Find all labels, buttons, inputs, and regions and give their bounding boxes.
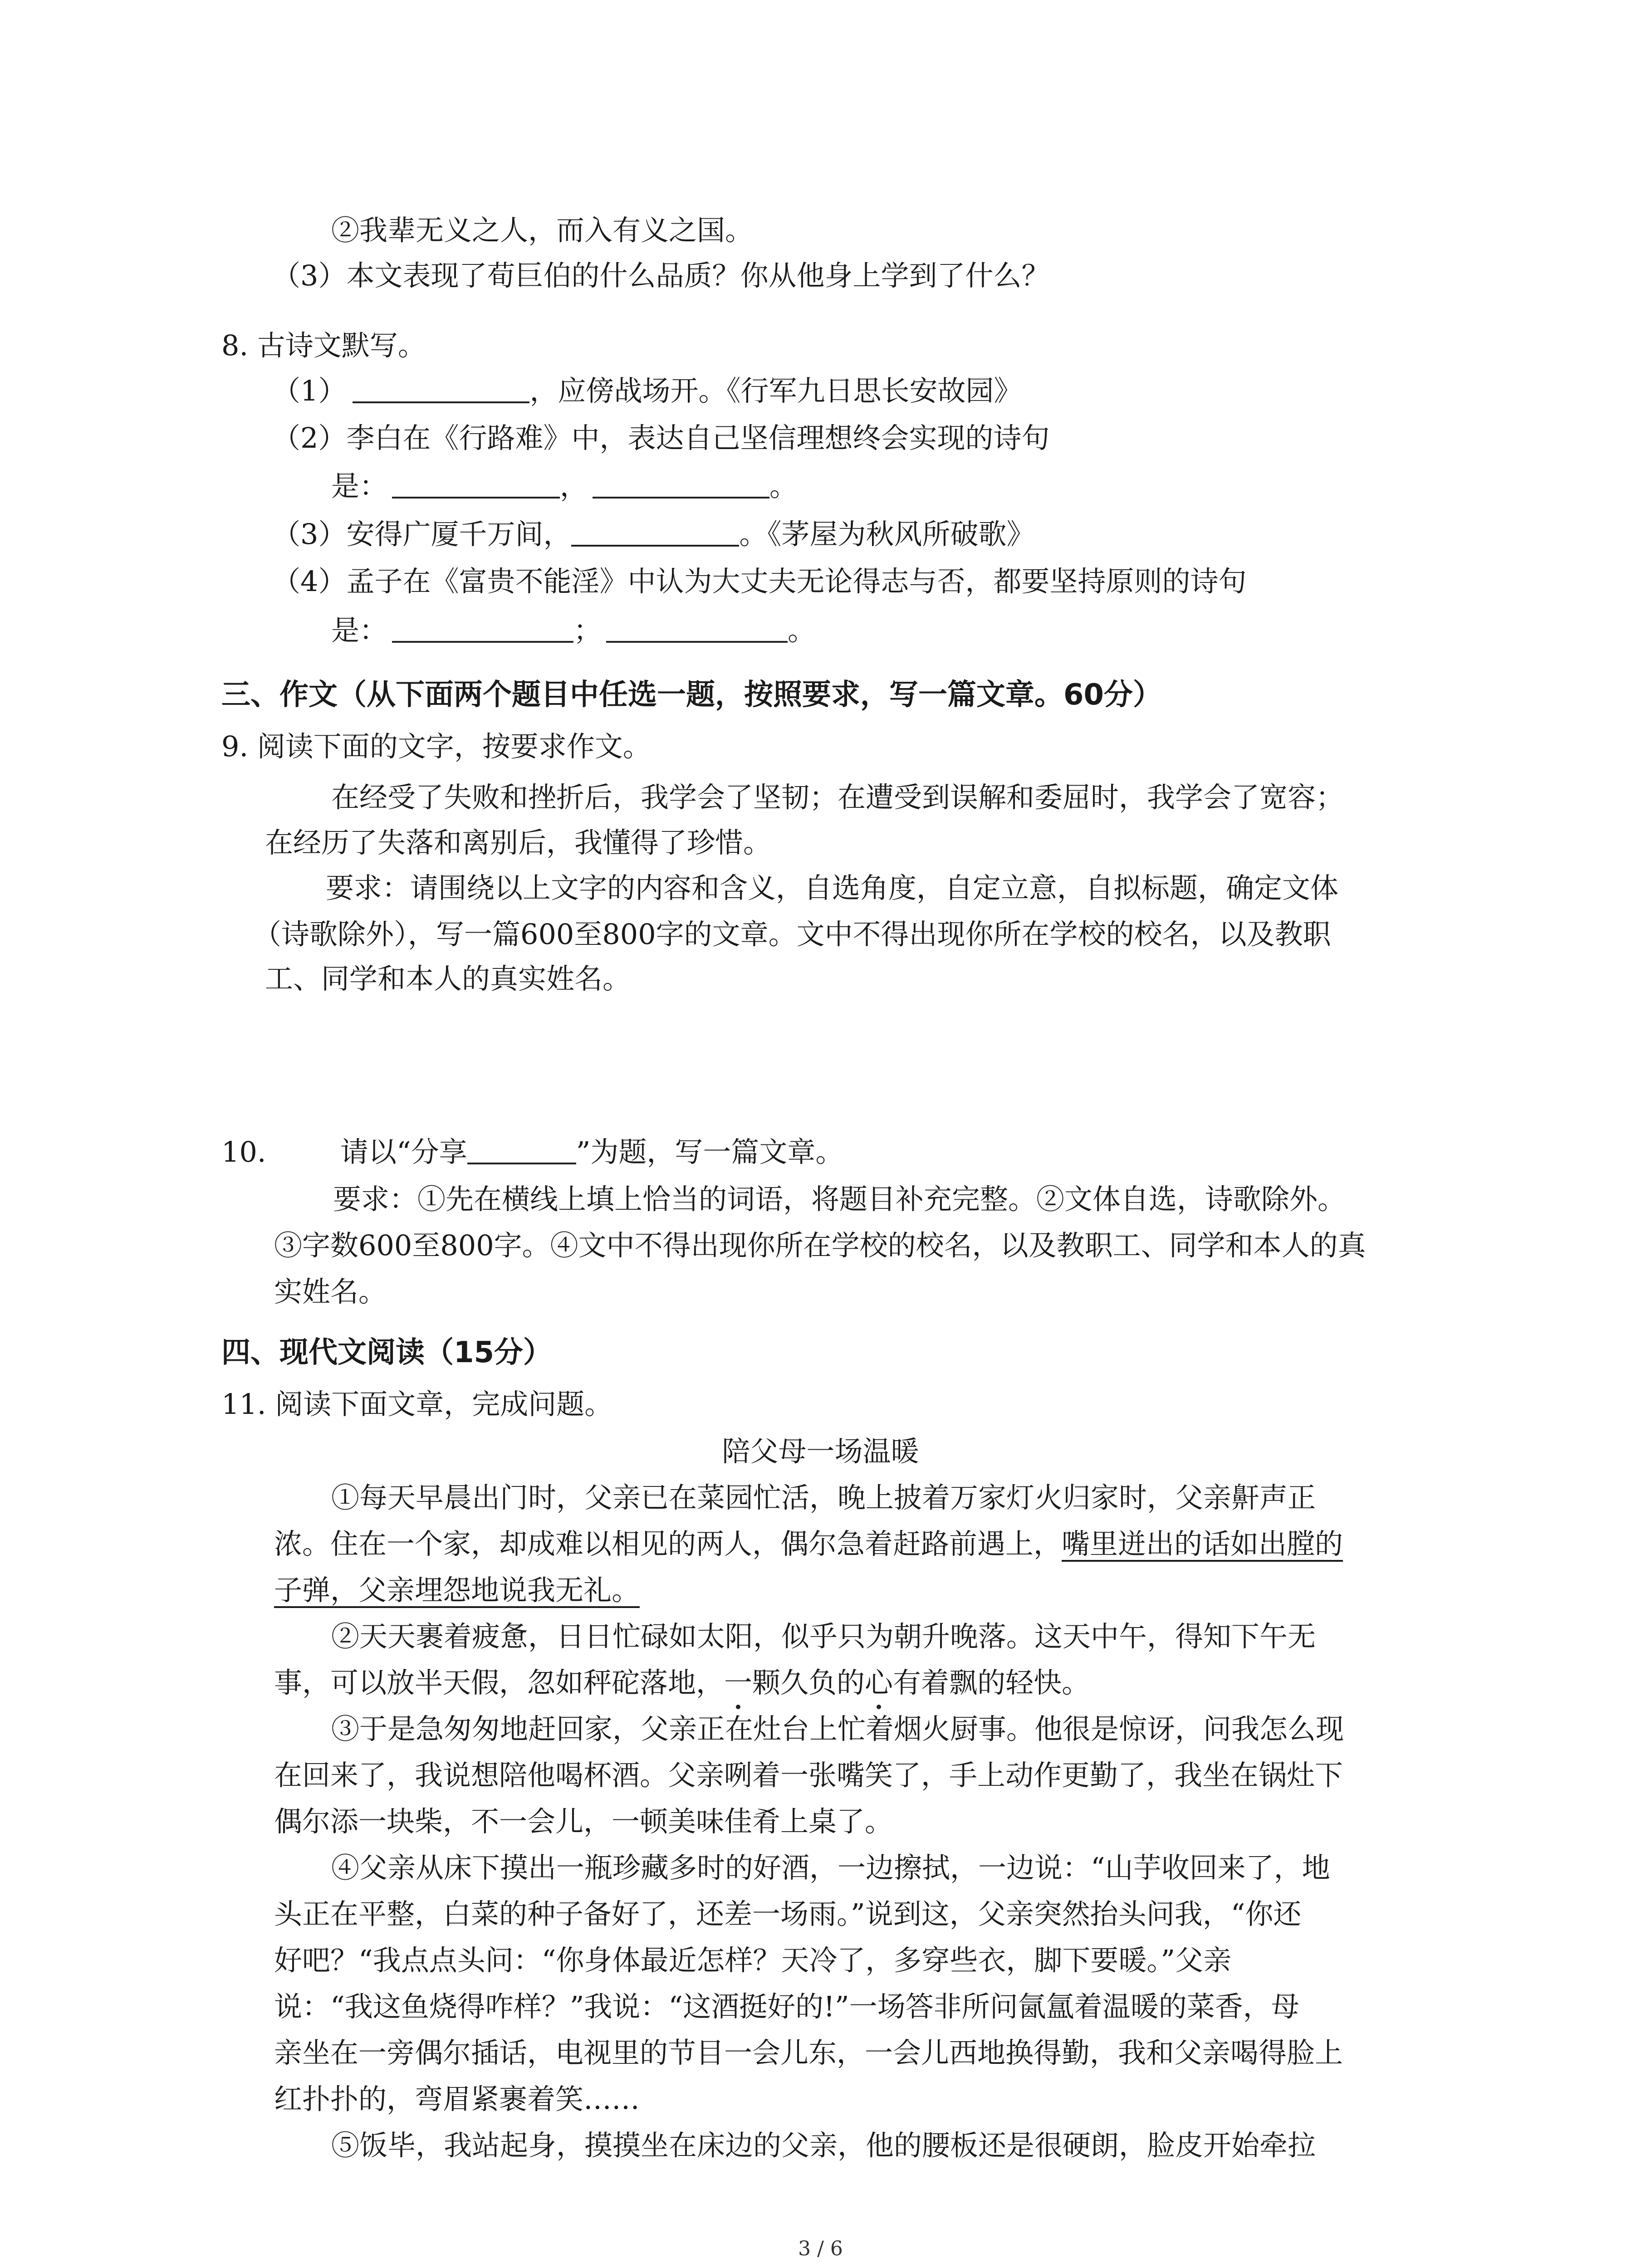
paragraph-5-line-1: ⑤饭毕，我站起身，摸摸坐在床边的父亲，他的腰板还是很硬朗，脸皮开始牵拉 [331, 2129, 1316, 2162]
paragraph-1-line-2 [274, 1526, 1343, 1562]
paragraph-4-line-4: 说：“我这鱼烧得咋样？”我说：“这酒挺好的!”一场答非所问氤氲着温暖的菜香，母 [274, 1990, 1299, 2023]
fill-in-blank[interactable] [593, 471, 769, 499]
fill-in-blank[interactable] [571, 519, 739, 547]
paragraph-3-line-1: ③于是急匆匆地赶回家，父亲正在灶台上忙着烟火厨事。他很是惊讶，问我怎么现 [331, 1712, 1344, 1745]
section-3-heading: 三、作文（从下面两个题目中任选一题，按照要求，写一篇文章。60分） [221, 678, 1162, 712]
emphasis-dotted-char: 心 [865, 1665, 893, 1701]
q11-title: 11. 阅读下面文章，完成问题。 [221, 1388, 613, 1421]
paragraph-1-line-1: ①每天早晨出门时，父亲已在菜园忙活，晚上披着万家灯火归家时，父亲鼾声正 [331, 1481, 1316, 1514]
fill-in-blank[interactable] [606, 616, 788, 643]
q7-sub-question-3: （3）本文表现了荀巨伯的什么品质？你从他身上学到了什么？ [272, 259, 1050, 292]
q9-text-line-2: 在经历了失落和离别后，我懂得了珍惜。 [265, 826, 772, 859]
q8-sub-3 [272, 516, 1034, 552]
period: 。 [788, 614, 816, 647]
underlined-sentence-end: 子弹，父亲埋怨地说我无礼。 [274, 1574, 640, 1607]
q8-sub-4-line-2 [331, 612, 816, 649]
q8-sub-1 [272, 373, 1022, 409]
emphasis-dotted-char: 一 [724, 1665, 752, 1701]
fill-in-blank[interactable] [353, 376, 529, 403]
q10-requirement-line-1: 要求：①先在横线上填上恰当的词语，将题目补充完整。②文体自选，诗歌除外。 [333, 1183, 1346, 1216]
q8-sub-3-text-2: 。《茅屋为秋风所破歌》 [739, 518, 1035, 551]
q8-sub-4-prefix: 是： [331, 614, 388, 647]
paragraph-1-line-3 [274, 1572, 640, 1608]
paragraph-3-line-2: 在回来了，我说想陪他喝杯酒。父亲咧着一张嘴笑了，手上动作更勤了，我坐在锅灶下 [274, 1759, 1343, 1792]
paragraph-2-text-start: 事，可以放半天假，忽如秤砣落地， [274, 1666, 725, 1699]
fill-in-blank[interactable] [392, 616, 573, 643]
title-blank[interactable] [467, 1137, 576, 1164]
article-title: 陪父母一场温暖 [722, 1435, 919, 1468]
q10-requirement-line-3: 实姓名。 [274, 1275, 387, 1308]
q8-title: 8. 古诗文默写。 [221, 329, 426, 362]
paragraph-2-text-end: 有着飘的轻快。 [893, 1666, 1090, 1699]
q8-sub-4-line-1: （4）孟子在《富贵不能淫》中认为大丈夫无论得志与否，都要坚持原则的诗句 [272, 565, 1247, 598]
q9-requirement-line-2: （诗歌除外），写一篇600至800字的文章。文中不得出现你所在学校的校名，以及教职 [253, 918, 1331, 951]
fill-in-blank[interactable] [392, 471, 560, 499]
paragraph-1-text: 浓。住在一个家，却成难以相见的两人，偶尔急着赶路前遇上， [274, 1527, 1062, 1560]
q8-sub-3-number: （3） [272, 518, 347, 551]
q10-prompt-start: 请以“分享 [340, 1135, 467, 1168]
paragraph-4-line-5: 亲坐在一旁偶尔插话，电视里的节目一会儿东，一会儿西地换得勤，我和父亲喝得脸上 [274, 2036, 1343, 2069]
page-number: 3 / 6 [798, 2237, 843, 2260]
q8-sub-3-text-1: 安得广厦千万间， [346, 518, 572, 551]
paragraph-2-line-1: ②天天裹着疲惫，日日忙碌如太阳，似乎只为朝升晚落。这天中午，得知下午无 [331, 1620, 1316, 1653]
q9-text-line-1: 在经受了失败和挫折后，我学会了坚韧；在遭受到误解和委屈时，我学会了宽容； [331, 781, 1344, 814]
underlined-sentence: 嘴里迸出的话如出膛的 [1062, 1527, 1343, 1560]
section-4-heading: 四、现代文阅读（15分） [221, 1336, 553, 1369]
paragraph-4-line-1: ④父亲从床下摸出一瓶珍藏多时的好酒，一边擦拭，一边说：“山芋收回来了，地 [331, 1851, 1330, 1884]
q7-item-2: ②我辈无义之人，而入有义之国。 [331, 214, 754, 247]
paragraph-2-text-mid: 颗久负的 [752, 1666, 865, 1699]
paragraph-2-line-2 [274, 1665, 1090, 1701]
q10-number: 10. [221, 1135, 266, 1168]
q8-sub-1-text: ，应傍战场开。《行军九日思长安故园》 [529, 374, 1022, 407]
paragraph-4-line-2: 头正在平整，白菜的种子备好了，还差一场雨。”说到这，父亲突然抬头问我，“你还 [274, 1897, 1302, 1931]
q8-sub-2-line-2 [331, 468, 798, 504]
paragraph-4-line-3: 好吧？“我点点头问：“你身体最近怎样？天冷了，多穿些衣，脚下要暖。”父亲 [274, 1944, 1232, 1977]
q10-prompt [340, 1134, 843, 1170]
comma: ， [560, 469, 588, 503]
q8-sub-1-number: （1） [272, 374, 347, 407]
semicolon: ； [573, 614, 602, 647]
q9-requirement-line-1: 要求：请围绕以上文字的内容和含义，自选角度，自定立意，自拟标题，确定文体 [326, 871, 1339, 904]
q8-sub-2-prefix: 是： [331, 469, 388, 503]
q9-requirement-line-3: 工、同学和本人的真实姓名。 [265, 962, 631, 995]
paragraph-4-line-6: 红扑扑的，弯眉紧裹着笑…… [274, 2082, 640, 2116]
q10-requirement-line-2: ③字数600至800字。④文中不得出现你所在学校的校名，以及教职工、同学和本人的真 [274, 1229, 1366, 1262]
q9-title: 9. 阅读下面的文字，按要求作文。 [221, 730, 651, 763]
q10-prompt-end: ”为题，写一篇文章。 [576, 1135, 844, 1168]
q8-sub-2-line-1: （2）李白在《行路难》中，表达自己坚信理想终会实现的诗句 [272, 421, 1050, 455]
paragraph-3-line-3: 偶尔添一块柴，不一会儿，一顿美味佳肴上桌了。 [274, 1805, 893, 1838]
period: 。 [769, 469, 798, 503]
